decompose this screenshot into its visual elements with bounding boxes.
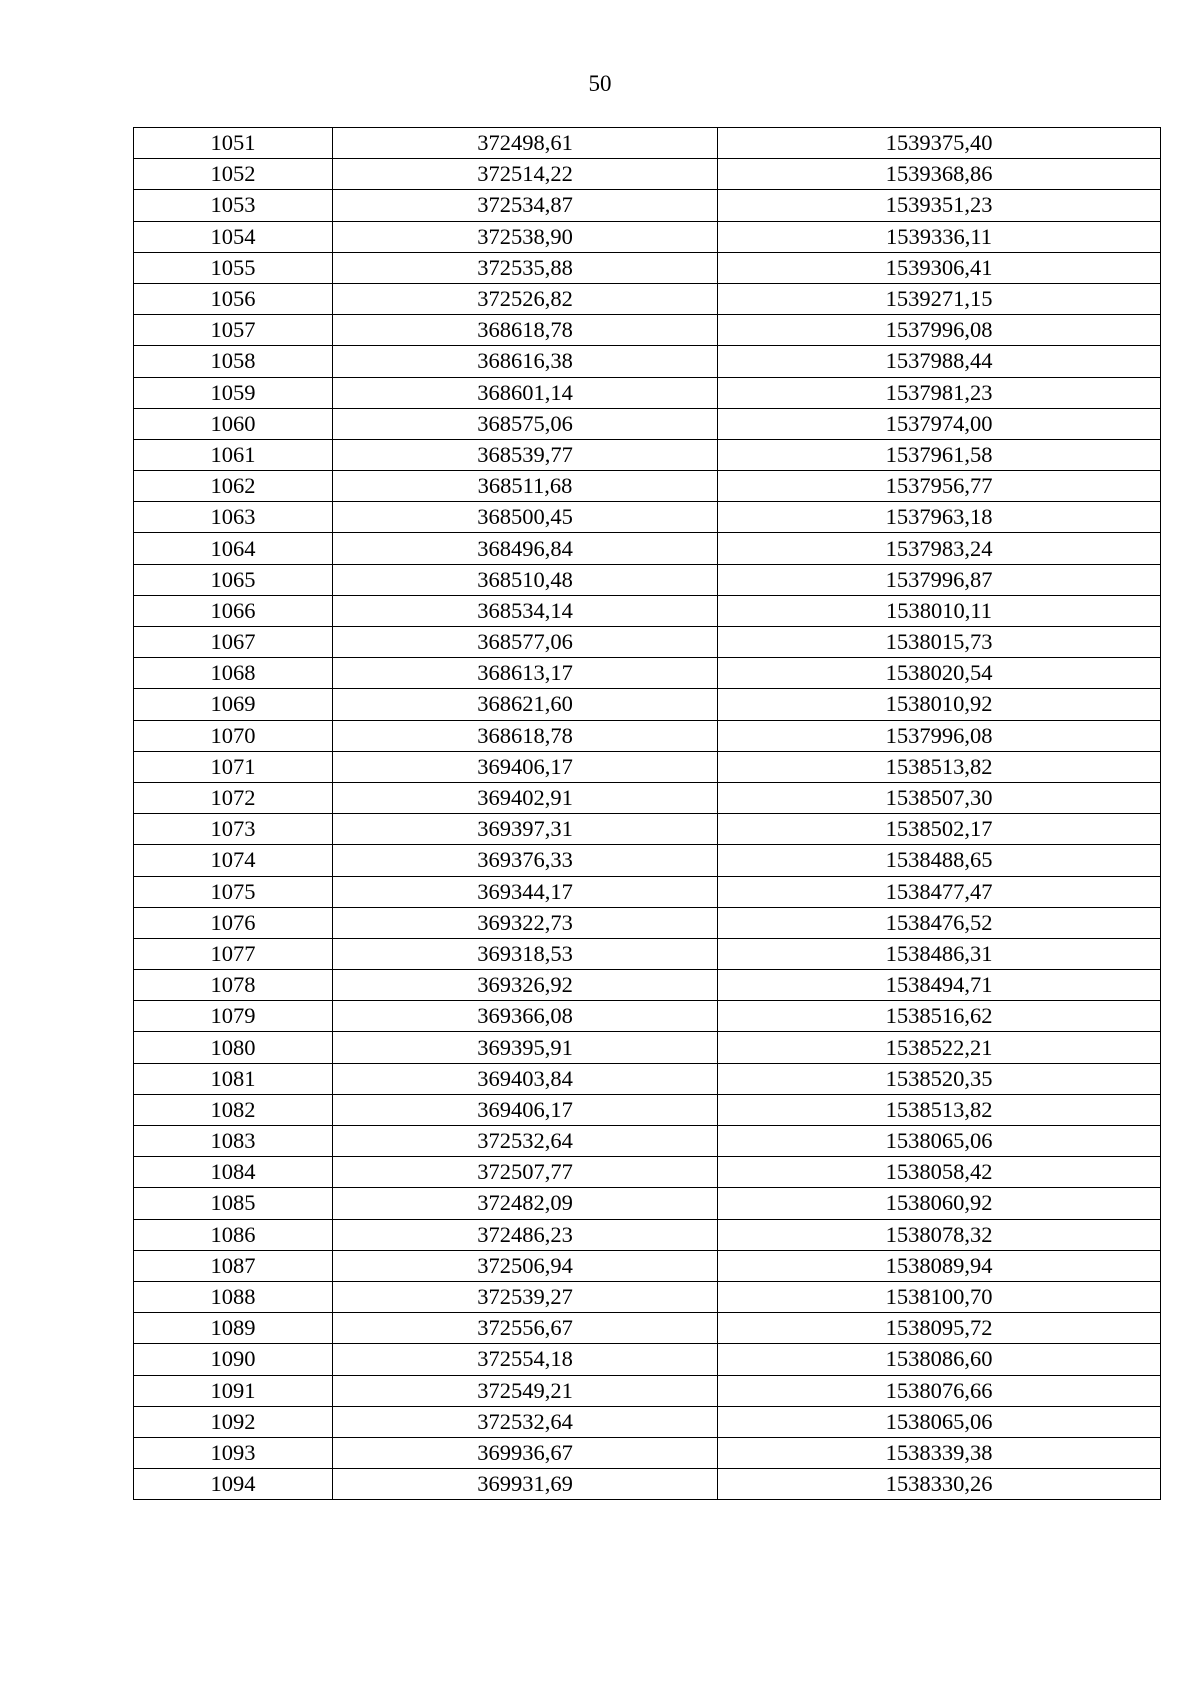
x-coordinate-cell: 368496,84 xyxy=(333,533,718,564)
point-number-cell: 1066 xyxy=(134,595,333,626)
point-number-cell: 1089 xyxy=(134,1313,333,1344)
x-coordinate-cell: 372554,18 xyxy=(333,1344,718,1375)
table-row xyxy=(134,970,1161,1001)
y-coordinate-cell: 1538095,72 xyxy=(718,1313,1161,1344)
x-coordinate-cell: 369322,73 xyxy=(333,907,718,938)
x-coordinate-cell: 369406,17 xyxy=(333,751,718,782)
point-number-cell: 1074 xyxy=(134,845,333,876)
x-coordinate-cell: 369397,31 xyxy=(333,814,718,845)
table-row xyxy=(134,1157,1161,1188)
x-coordinate-cell: 368534,14 xyxy=(333,595,718,626)
y-coordinate-cell: 1538060,92 xyxy=(718,1188,1161,1219)
x-coordinate-cell: 372482,09 xyxy=(333,1188,718,1219)
table-row xyxy=(134,221,1161,252)
x-coordinate-cell: 372506,94 xyxy=(333,1250,718,1281)
table-row xyxy=(134,907,1161,938)
y-coordinate-cell: 1537963,18 xyxy=(718,502,1161,533)
table-row xyxy=(134,595,1161,626)
y-coordinate-cell: 1537981,23 xyxy=(718,377,1161,408)
point-number-cell: 1075 xyxy=(134,876,333,907)
y-coordinate-cell: 1538513,82 xyxy=(718,1094,1161,1125)
table-row xyxy=(134,658,1161,689)
x-coordinate-cell: 369406,17 xyxy=(333,1094,718,1125)
y-coordinate-cell: 1538339,38 xyxy=(718,1437,1161,1468)
point-number-cell: 1082 xyxy=(134,1094,333,1125)
table-row xyxy=(134,1313,1161,1344)
point-number-cell: 1080 xyxy=(134,1032,333,1063)
point-number-cell: 1085 xyxy=(134,1188,333,1219)
x-coordinate-cell: 368510,48 xyxy=(333,564,718,595)
y-coordinate-cell: 1538486,31 xyxy=(718,938,1161,969)
table-row xyxy=(134,252,1161,283)
table-row xyxy=(134,720,1161,751)
x-coordinate-cell: 368618,78 xyxy=(333,720,718,751)
point-number-cell: 1093 xyxy=(134,1437,333,1468)
x-coordinate-cell: 372539,27 xyxy=(333,1281,718,1312)
point-number-cell: 1087 xyxy=(134,1250,333,1281)
x-coordinate-cell: 372538,90 xyxy=(333,221,718,252)
x-coordinate-cell: 368616,38 xyxy=(333,346,718,377)
table-row xyxy=(134,190,1161,221)
x-coordinate-cell: 368621,60 xyxy=(333,689,718,720)
point-number-cell: 1084 xyxy=(134,1157,333,1188)
point-number-cell: 1054 xyxy=(134,221,333,252)
y-coordinate-cell: 1538476,52 xyxy=(718,907,1161,938)
table-row xyxy=(134,627,1161,658)
x-coordinate-cell: 369402,91 xyxy=(333,782,718,813)
y-coordinate-cell: 1537956,77 xyxy=(718,471,1161,502)
table-row xyxy=(134,845,1161,876)
y-coordinate-cell: 1539375,40 xyxy=(718,128,1161,159)
point-number-cell: 1056 xyxy=(134,283,333,314)
y-coordinate-cell: 1537996,87 xyxy=(718,564,1161,595)
table-row xyxy=(134,876,1161,907)
table-row xyxy=(134,439,1161,470)
table-row xyxy=(134,1281,1161,1312)
y-coordinate-cell: 1538488,65 xyxy=(718,845,1161,876)
point-number-cell: 1061 xyxy=(134,439,333,470)
point-number-cell: 1081 xyxy=(134,1063,333,1094)
y-coordinate-cell: 1538100,70 xyxy=(718,1281,1161,1312)
point-number-cell: 1070 xyxy=(134,720,333,751)
x-coordinate-cell: 368618,78 xyxy=(333,315,718,346)
table-row xyxy=(134,564,1161,595)
y-coordinate-cell: 1537996,08 xyxy=(718,315,1161,346)
table-row xyxy=(134,1375,1161,1406)
y-coordinate-cell: 1538330,26 xyxy=(718,1469,1161,1500)
y-coordinate-cell: 1538065,06 xyxy=(718,1126,1161,1157)
x-coordinate-cell: 372514,22 xyxy=(333,159,718,190)
y-coordinate-cell: 1538078,32 xyxy=(718,1219,1161,1250)
point-number-cell: 1092 xyxy=(134,1406,333,1437)
point-number-cell: 1067 xyxy=(134,627,333,658)
table-row xyxy=(134,814,1161,845)
x-coordinate-cell: 372535,88 xyxy=(333,252,718,283)
table-row xyxy=(134,159,1161,190)
x-coordinate-cell: 372498,61 xyxy=(333,128,718,159)
x-coordinate-cell: 369366,08 xyxy=(333,1001,718,1032)
point-number-cell: 1094 xyxy=(134,1469,333,1500)
x-coordinate-cell: 369395,91 xyxy=(333,1032,718,1063)
y-coordinate-cell: 1537988,44 xyxy=(718,346,1161,377)
point-number-cell: 1076 xyxy=(134,907,333,938)
point-number-cell: 1059 xyxy=(134,377,333,408)
point-number-cell: 1090 xyxy=(134,1344,333,1375)
x-coordinate-cell: 372549,21 xyxy=(333,1375,718,1406)
y-coordinate-cell: 1537974,00 xyxy=(718,408,1161,439)
y-coordinate-cell: 1538520,35 xyxy=(718,1063,1161,1094)
table-row xyxy=(134,1126,1161,1157)
point-number-cell: 1086 xyxy=(134,1219,333,1250)
y-coordinate-cell: 1537983,24 xyxy=(718,533,1161,564)
x-coordinate-cell: 369936,67 xyxy=(333,1437,718,1468)
y-coordinate-cell: 1538076,66 xyxy=(718,1375,1161,1406)
table-row xyxy=(134,1032,1161,1063)
table-row xyxy=(134,377,1161,408)
table-row xyxy=(134,782,1161,813)
y-coordinate-cell: 1538058,42 xyxy=(718,1157,1161,1188)
point-number-cell: 1058 xyxy=(134,346,333,377)
point-number-cell: 1088 xyxy=(134,1281,333,1312)
table-row xyxy=(134,471,1161,502)
point-number-cell: 1065 xyxy=(134,564,333,595)
y-coordinate-cell: 1538494,71 xyxy=(718,970,1161,1001)
x-coordinate-cell: 368613,17 xyxy=(333,658,718,689)
table-row xyxy=(134,689,1161,720)
y-coordinate-cell: 1538089,94 xyxy=(718,1250,1161,1281)
y-coordinate-cell: 1538477,47 xyxy=(718,876,1161,907)
table-row xyxy=(134,283,1161,314)
y-coordinate-cell: 1537996,08 xyxy=(718,720,1161,751)
point-number-cell: 1077 xyxy=(134,938,333,969)
y-coordinate-cell: 1539351,23 xyxy=(718,190,1161,221)
table-row xyxy=(134,1063,1161,1094)
y-coordinate-cell: 1538513,82 xyxy=(718,751,1161,782)
y-coordinate-cell: 1538086,60 xyxy=(718,1344,1161,1375)
y-coordinate-cell: 1538502,17 xyxy=(718,814,1161,845)
point-number-cell: 1055 xyxy=(134,252,333,283)
table-row xyxy=(134,1188,1161,1219)
y-coordinate-cell: 1538065,06 xyxy=(718,1406,1161,1437)
x-coordinate-cell: 369403,84 xyxy=(333,1063,718,1094)
point-number-cell: 1064 xyxy=(134,533,333,564)
table-row xyxy=(134,1406,1161,1437)
table-row xyxy=(134,1001,1161,1032)
x-coordinate-cell: 372534,87 xyxy=(333,190,718,221)
y-coordinate-cell: 1538015,73 xyxy=(718,627,1161,658)
point-number-cell: 1052 xyxy=(134,159,333,190)
x-coordinate-cell: 372532,64 xyxy=(333,1406,718,1437)
x-coordinate-cell: 369344,17 xyxy=(333,876,718,907)
x-coordinate-cell: 368575,06 xyxy=(333,408,718,439)
point-number-cell: 1072 xyxy=(134,782,333,813)
point-number-cell: 1051 xyxy=(134,128,333,159)
x-coordinate-cell: 372532,64 xyxy=(333,1126,718,1157)
x-coordinate-cell: 368511,68 xyxy=(333,471,718,502)
y-coordinate-cell: 1538010,11 xyxy=(718,595,1161,626)
x-coordinate-cell: 372486,23 xyxy=(333,1219,718,1250)
x-coordinate-cell: 368500,45 xyxy=(333,502,718,533)
table-row xyxy=(134,533,1161,564)
x-coordinate-cell: 368601,14 xyxy=(333,377,718,408)
table-row xyxy=(134,751,1161,782)
point-number-cell: 1068 xyxy=(134,658,333,689)
y-coordinate-cell: 1538522,21 xyxy=(718,1032,1161,1063)
table-row xyxy=(134,1250,1161,1281)
point-number-cell: 1053 xyxy=(134,190,333,221)
x-coordinate-cell: 372556,67 xyxy=(333,1313,718,1344)
y-coordinate-cell: 1539368,86 xyxy=(718,159,1161,190)
y-coordinate-cell: 1538507,30 xyxy=(718,782,1161,813)
x-coordinate-cell: 369376,33 xyxy=(333,845,718,876)
point-number-cell: 1062 xyxy=(134,471,333,502)
point-number-cell: 1063 xyxy=(134,502,333,533)
table-row xyxy=(134,1094,1161,1125)
x-coordinate-cell: 372507,77 xyxy=(333,1157,718,1188)
table-row xyxy=(134,502,1161,533)
y-coordinate-cell: 1539306,41 xyxy=(718,252,1161,283)
table-row xyxy=(134,315,1161,346)
y-coordinate-cell: 1538516,62 xyxy=(718,1001,1161,1032)
page-number: 50 xyxy=(588,71,612,96)
y-coordinate-cell: 1539271,15 xyxy=(718,283,1161,314)
point-number-cell: 1091 xyxy=(134,1375,333,1406)
point-number-cell: 1069 xyxy=(134,689,333,720)
point-number-cell: 1071 xyxy=(134,751,333,782)
y-coordinate-cell: 1538010,92 xyxy=(718,689,1161,720)
coordinate-table xyxy=(133,127,1161,1500)
point-number-cell: 1078 xyxy=(134,970,333,1001)
x-coordinate-cell: 372526,82 xyxy=(333,283,718,314)
point-number-cell: 1079 xyxy=(134,1001,333,1032)
y-coordinate-cell: 1539336,11 xyxy=(718,221,1161,252)
coordinate-table-body xyxy=(134,128,1161,1500)
table-row xyxy=(134,128,1161,159)
table-row xyxy=(134,1344,1161,1375)
point-number-cell: 1057 xyxy=(134,315,333,346)
x-coordinate-cell: 369931,69 xyxy=(333,1469,718,1500)
table-row xyxy=(134,408,1161,439)
x-coordinate-cell: 369326,92 xyxy=(333,970,718,1001)
x-coordinate-cell: 369318,53 xyxy=(333,938,718,969)
x-coordinate-cell: 368577,06 xyxy=(333,627,718,658)
table-row xyxy=(134,1469,1161,1500)
y-coordinate-cell: 1538020,54 xyxy=(718,658,1161,689)
y-coordinate-cell: 1537961,58 xyxy=(718,439,1161,470)
table-row xyxy=(134,1219,1161,1250)
table-row xyxy=(134,1437,1161,1468)
point-number-cell: 1060 xyxy=(134,408,333,439)
table-row xyxy=(134,938,1161,969)
point-number-cell: 1083 xyxy=(134,1126,333,1157)
table-row xyxy=(134,346,1161,377)
point-number-cell: 1073 xyxy=(134,814,333,845)
x-coordinate-cell: 368539,77 xyxy=(333,439,718,470)
